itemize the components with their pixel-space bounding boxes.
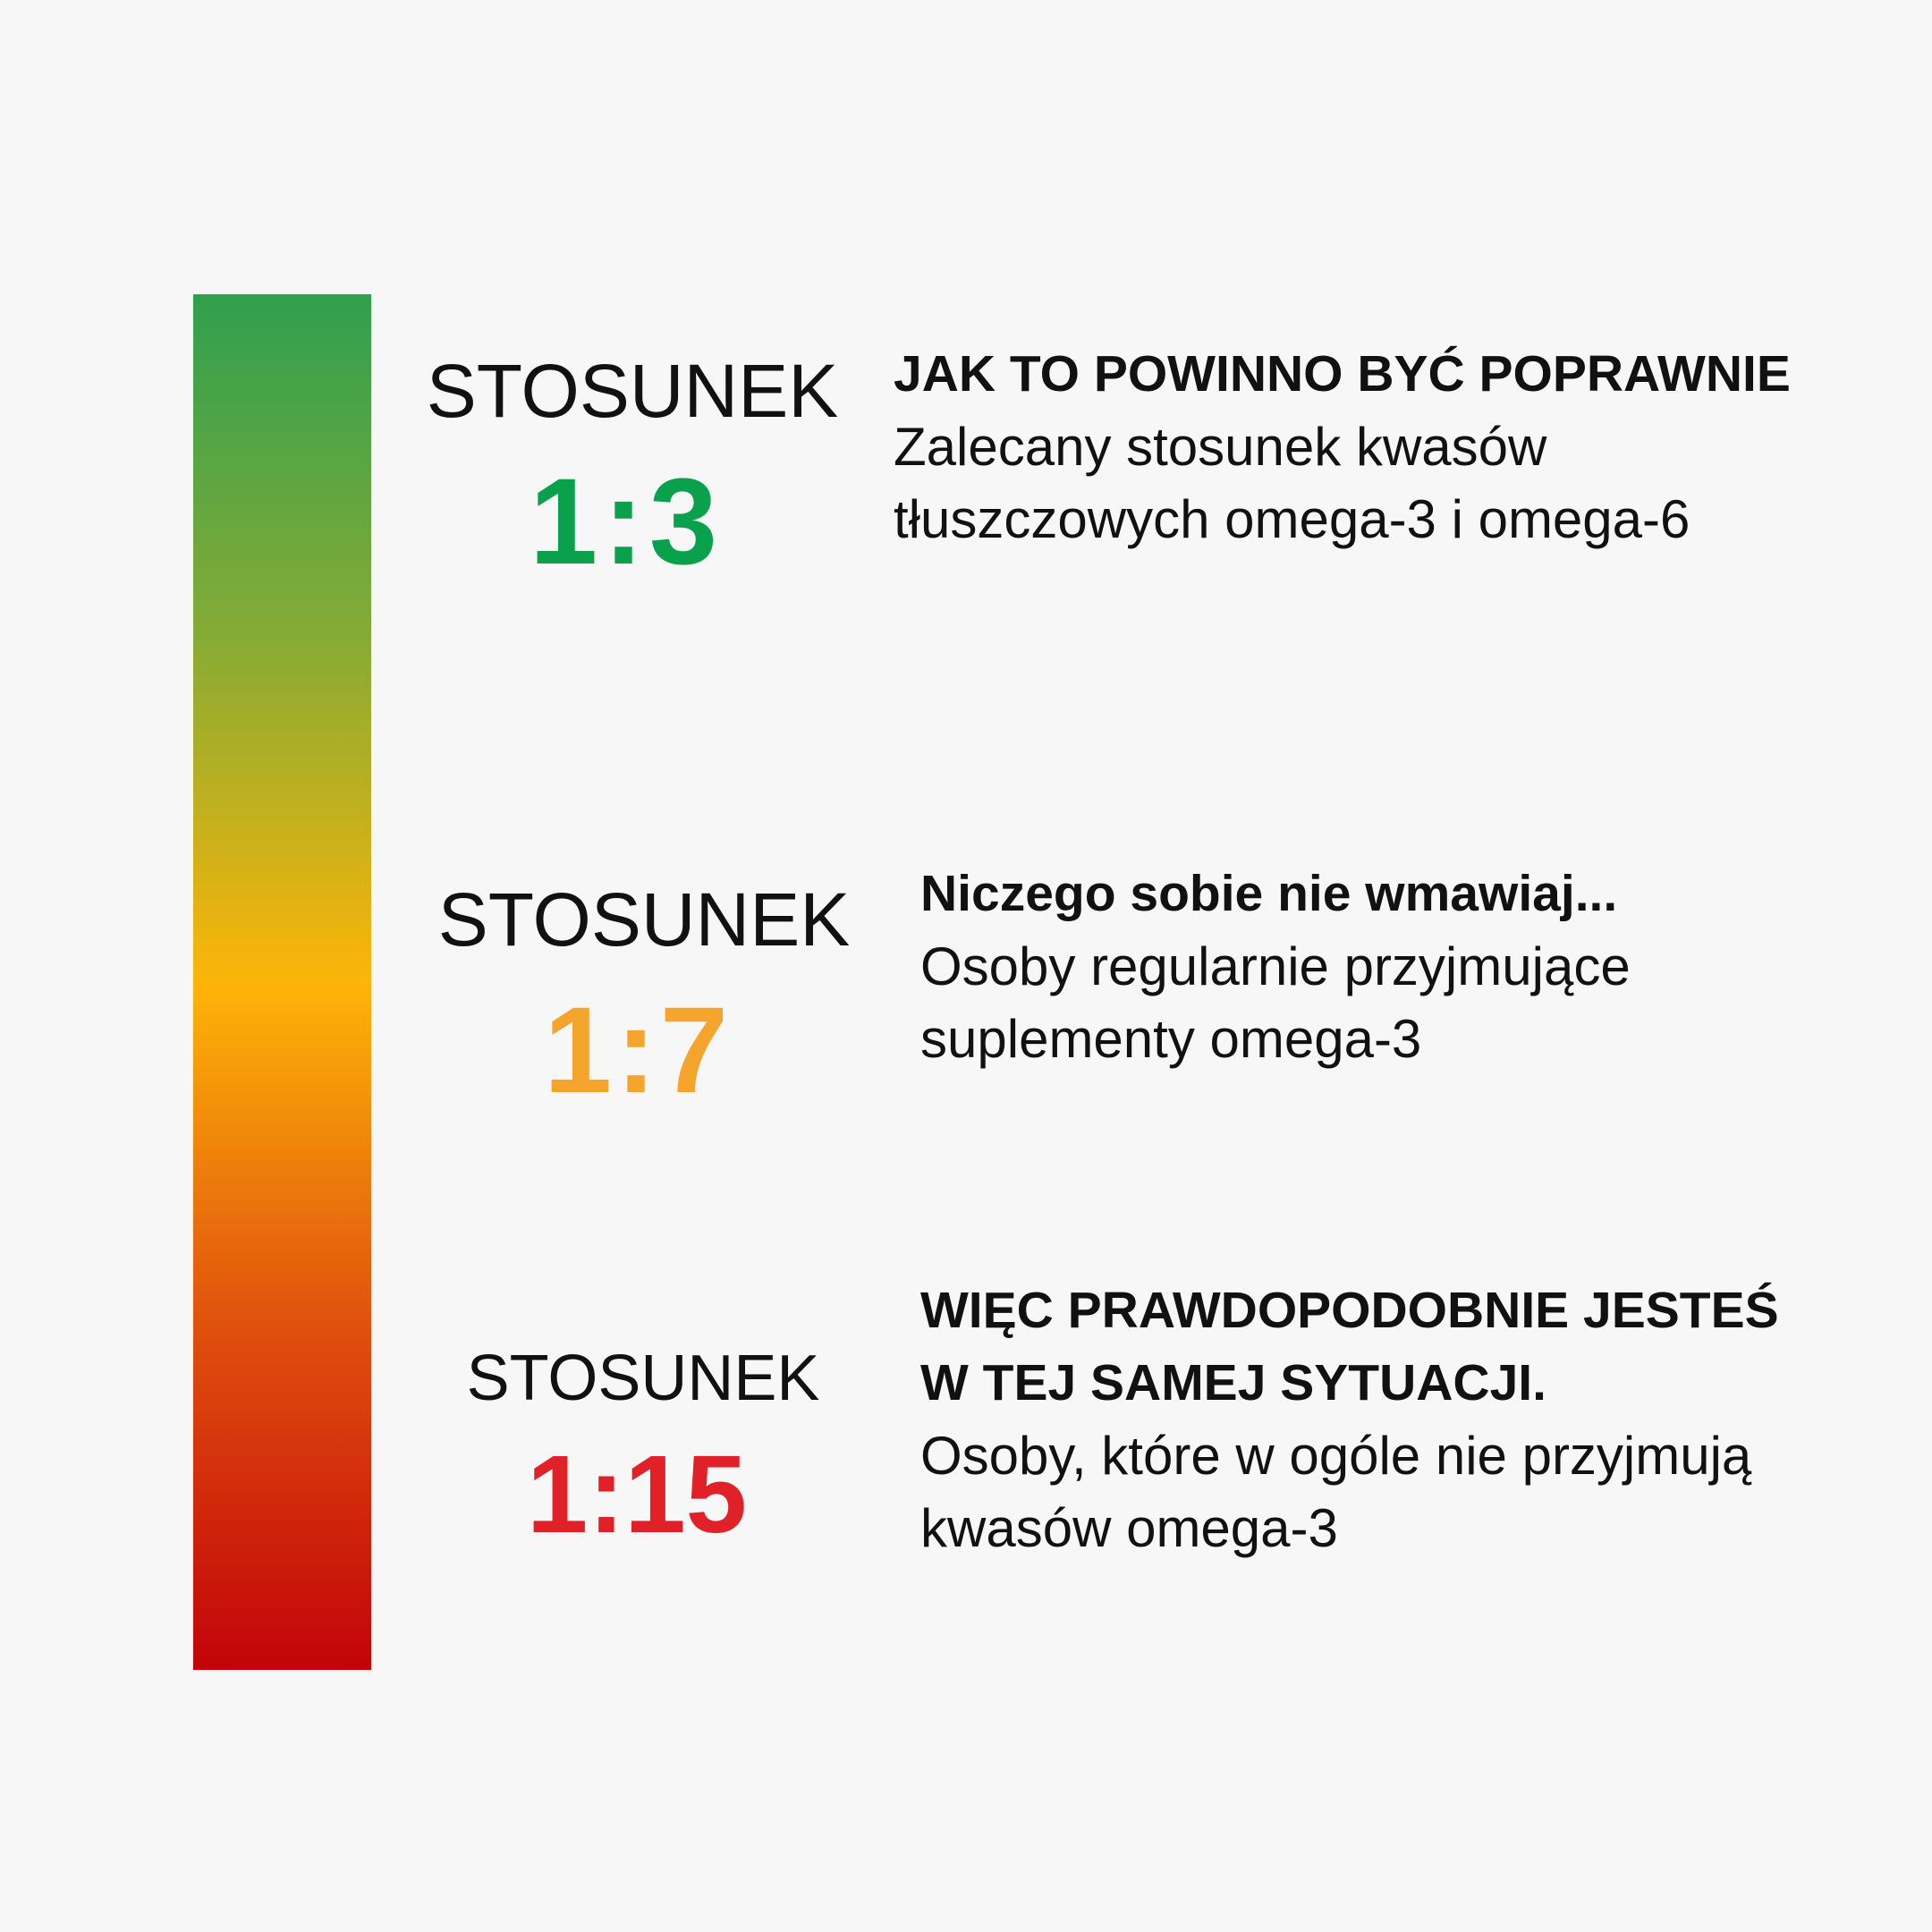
description-body-line: kwasów omega-3 bbox=[920, 1498, 1338, 1558]
description-body-line: tłuszczowych omega-3 i omega-6 bbox=[894, 489, 1690, 549]
description-body-line: suplementy omega-3 bbox=[920, 1009, 1422, 1069]
ratio-description bbox=[920, 858, 1631, 1075]
description-body-line: Osoby, które w ogóle nie przyjmują bbox=[920, 1426, 1752, 1486]
ratio-value: 1:15 bbox=[526, 1434, 748, 1556]
ratio-value: 1:3 bbox=[529, 453, 723, 590]
description-title: Niczego sobie nie wmawiaj... bbox=[920, 865, 1618, 922]
ratio-label: STOSUNEK bbox=[426, 349, 839, 433]
description-title: WIĘC PRAWDOPODOBNIE JESTEŚ bbox=[920, 1282, 1779, 1339]
ratio-gradient-bar bbox=[193, 294, 371, 1670]
description-body-line: Osoby regularnie przyjmujące bbox=[920, 936, 1631, 996]
description-title: W TEJ SAMEJ SYTUACJI. bbox=[920, 1354, 1546, 1411]
ratio-value: 1:7 bbox=[543, 982, 732, 1119]
description-title: JAK TO POWINNO BYĆ POPRAWNIE bbox=[894, 345, 1791, 402]
description-body-line: Zalecany stosunek kwasów bbox=[894, 417, 1547, 477]
ratio-label: STOSUNEK bbox=[437, 877, 851, 962]
ratio-description bbox=[920, 1275, 1779, 1564]
ratio-description bbox=[894, 338, 1791, 555]
ratio-label: STOSUNEK bbox=[466, 1343, 820, 1414]
